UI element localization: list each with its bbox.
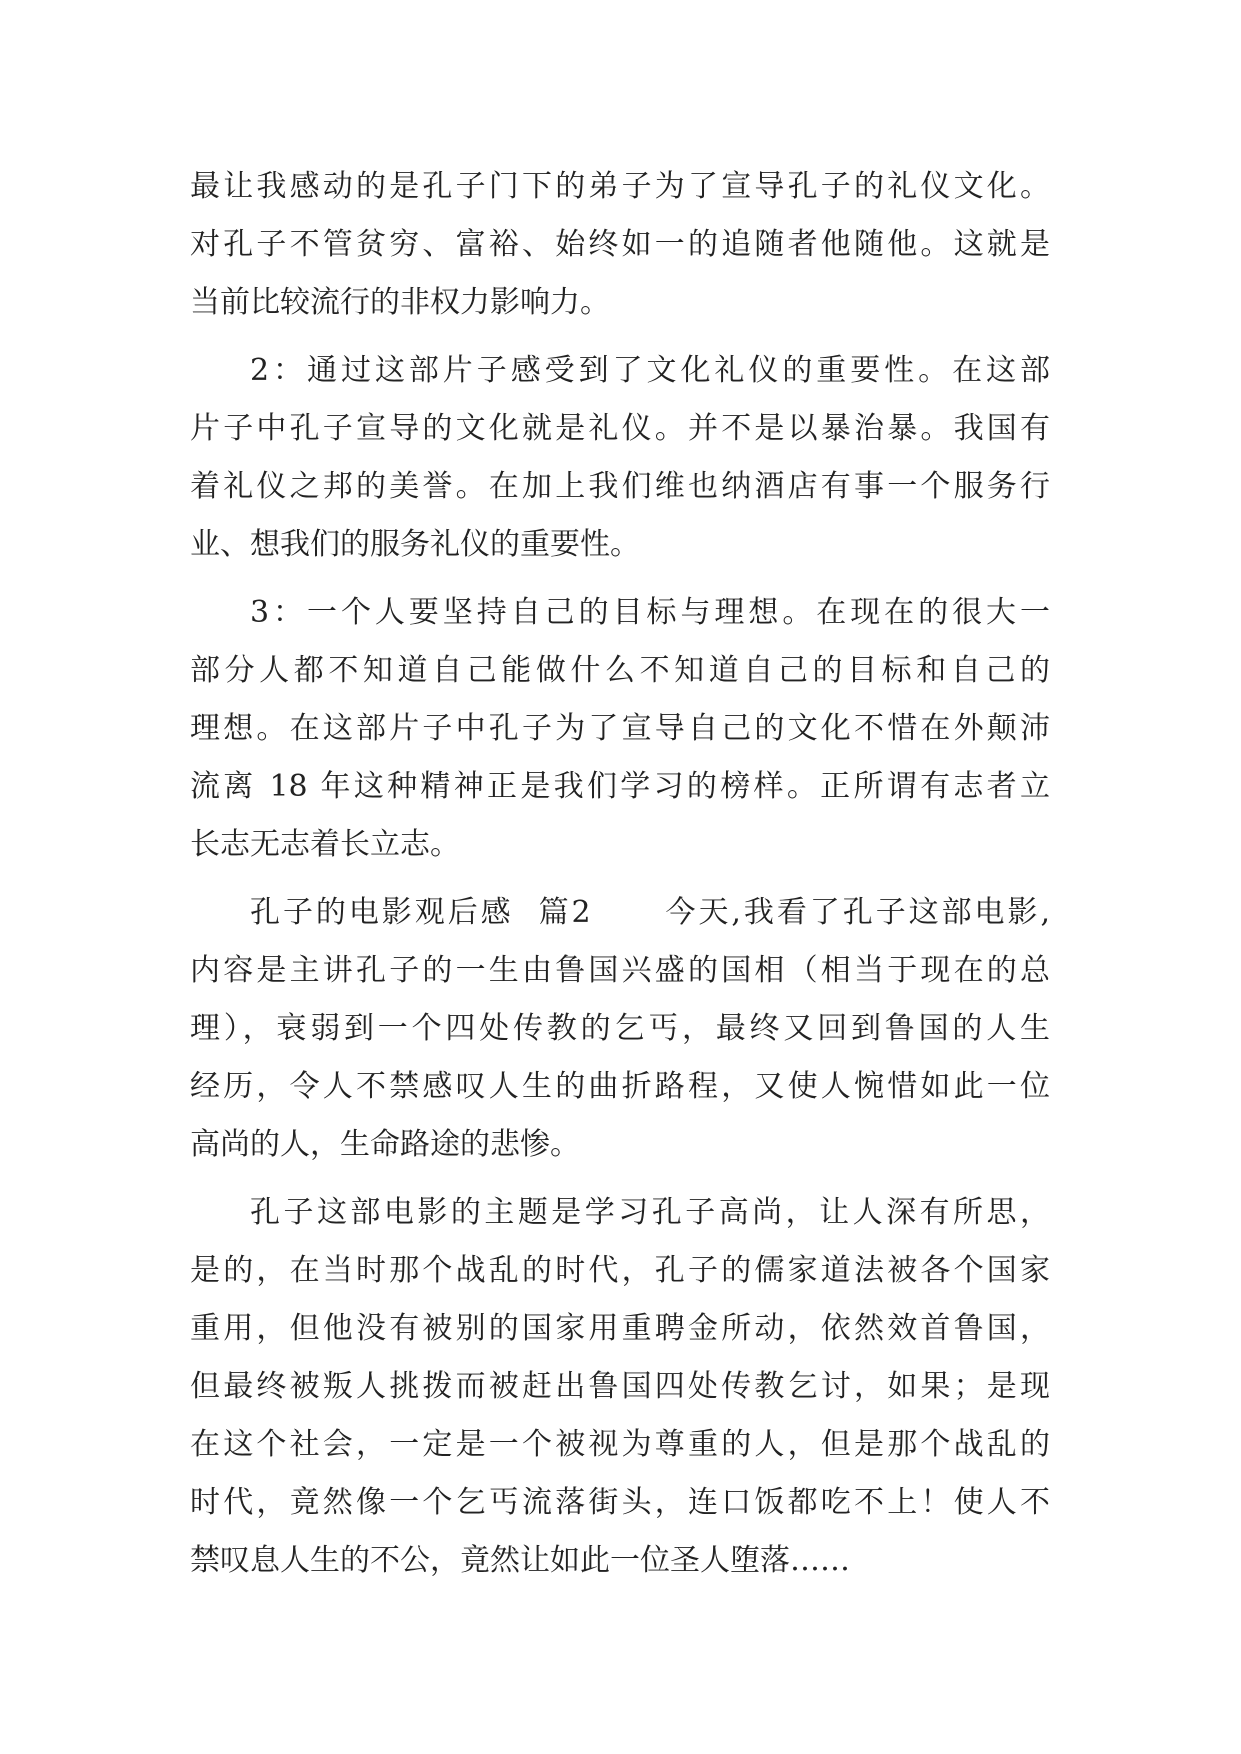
text-line: 对孔子不管贫穷、富裕、始终如一的追随者他随他。这就是 [190,227,1050,262]
text-line: 孔子这部电影的主题是学习孔子高尚，让人深有所思， [250,1195,1050,1230]
text-line: 长志无志着长立志。 [190,827,460,862]
paragraph [190,342,1050,574]
text-line: 内容是主讲孔子的一生由鲁国兴盛的国相（相当于现在的总 [190,953,1050,988]
text-line: 2：通过这部片子感受到了文化礼仪的重要性。在这部 [250,353,1050,388]
text-line: 禁叹息人生的不公，竟然让如此一位圣人堕落…… [190,1543,850,1578]
text-line: 时代，竟然像一个乞丐流落街头，连口饭都吃不上！使人不 [190,1485,1050,1520]
text-line: 最让我感动的是孔子门下的弟子为了宣导孔子的礼仪文化。 [190,169,1050,204]
text-line: 高尚的人，生命路途的悲惨。 [190,1127,580,1162]
text-line: 是的，在当时那个战乱的时代，孔子的儒家道法被各个国家 [190,1253,1050,1288]
document-body [190,158,1050,1590]
text-line: 部分人都不知道自己能做什么不知道自己的目标和自己的 [190,653,1050,688]
text-line: 重用，但他没有被别的国家用重聘金所动，依然效首鲁国， [190,1311,1050,1346]
paragraph [190,158,1050,332]
text-line: 在这个社会，一定是一个被视为尊重的人，但是那个战乱的 [190,1427,1050,1462]
text-line: 业、想我们的服务礼仪的重要性。 [190,527,640,562]
text-line: 着礼仪之邦的美誉。在加上我们维也纳酒店有事一个服务行 [190,469,1050,504]
paragraph [190,1184,1050,1590]
paragraph-gap [190,874,1050,884]
paragraph-gap [190,332,1050,342]
text-line: 孔子的电影观后感 篇2 今天,我看了孔子这部电影, [250,895,1050,930]
text-line: 当前比较流行的非权力影响力。 [190,285,610,320]
text-line: 理想。在这部片子中孔子为了宣导自己的文化不惜在外颠沛 [190,711,1050,746]
text-line: 流离 18 年这种精神正是我们学习的榜样。正所谓有志者立 [190,769,1050,804]
text-line: 但最终被叛人挑拨而被赶出鲁国四处传教乞讨，如果；是现 [190,1369,1050,1404]
paragraph [190,584,1050,874]
paragraph-gap [190,574,1050,584]
text-line: 理），衰弱到一个四处传教的乞丐，最终又回到鲁国的人生 [190,1011,1050,1046]
paragraph-gap [190,1174,1050,1184]
text-line: 片子中孔子宣导的文化就是礼仪。并不是以暴治暴。我国有 [190,411,1050,446]
text-line: 3：一个人要坚持自己的目标与理想。在现在的很大一 [250,595,1050,630]
text-line: 经历，令人不禁感叹人生的曲折路程，又使人惋惜如此一位 [190,1069,1050,1104]
paragraph [190,884,1050,1174]
